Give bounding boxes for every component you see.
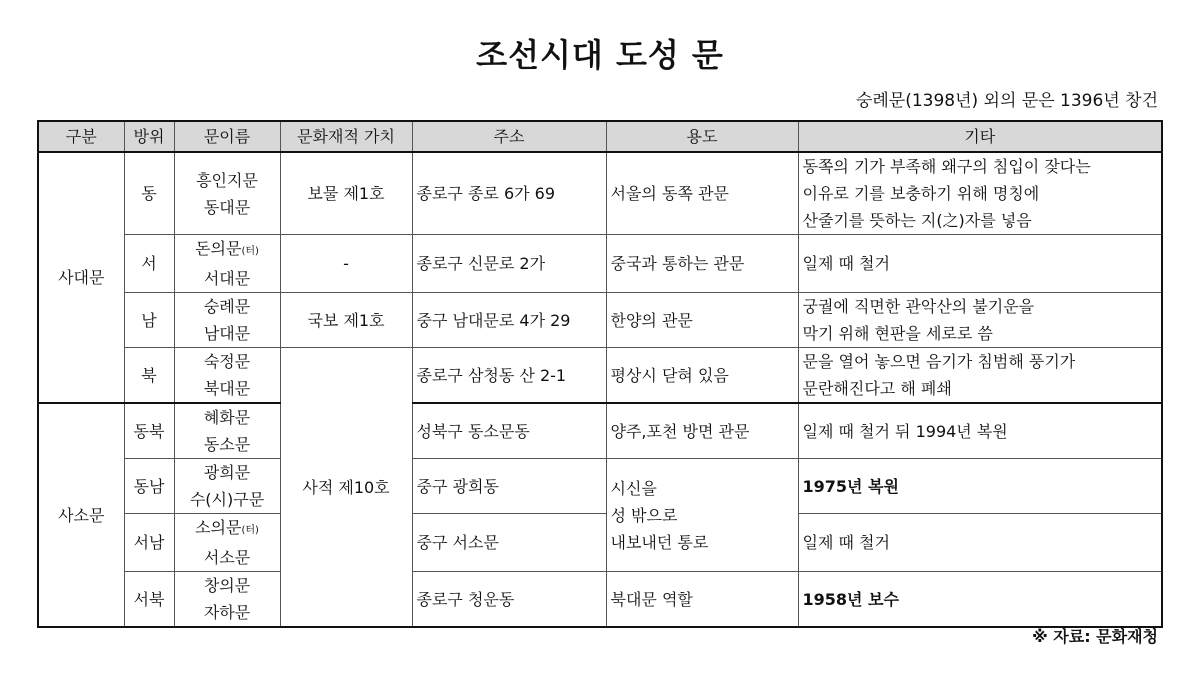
etc-line: 막기 위해 현판을 세로로 씀 <box>802 324 993 343</box>
cell-etc: 1958년 보수 <box>798 572 1162 628</box>
etc-line: 이유로 기를 보충하기 위해 명칭에 <box>802 184 1040 203</box>
usage-line: 내보내던 통로 <box>610 532 709 552</box>
header-etc: 기타 <box>798 121 1162 152</box>
cell-usage: 양주,포천 방면 관문 <box>606 403 798 459</box>
cell-address: 종로구 삼청동 산 2-1 <box>412 348 606 404</box>
cell-direction: 서남 <box>124 514 174 572</box>
cell-heritage: 사적 제10호 <box>280 348 412 628</box>
table-row <box>38 459 1162 514</box>
table-row <box>38 572 1162 628</box>
cell-address: 성북구 동소문동 <box>412 403 606 459</box>
cell-etc <box>798 152 1162 235</box>
header-usage: 용도 <box>606 121 798 152</box>
cell-usage: 북대문 역할 <box>606 572 798 628</box>
gate-alias: 북대문 <box>203 379 251 398</box>
cell-gate-name <box>174 572 280 628</box>
cell-gate-name <box>174 459 280 514</box>
cell-usage: 평상시 닫혀 있음 <box>606 348 798 404</box>
cell-direction: 서북 <box>124 572 174 628</box>
cell-usage: 중국과 통하는 관문 <box>606 235 798 293</box>
table-row <box>38 235 1162 293</box>
header-direction: 방위 <box>124 121 174 152</box>
cell-address: 중구 광희동 <box>412 459 606 514</box>
cell-address: 종로구 신문로 2가 <box>412 235 606 293</box>
cell-direction: 남 <box>124 293 174 348</box>
cell-gate-name <box>174 235 280 293</box>
cell-heritage: 보물 제1호 <box>280 152 412 235</box>
cell-usage: 한양의 관문 <box>606 293 798 348</box>
gate-name: 소의문 <box>195 518 242 537</box>
gate-alias: 동대문 <box>203 197 251 217</box>
cell-etc: 일제 때 철거 뒤 1994년 복원 <box>798 403 1162 459</box>
gate-name: 숙정문 <box>203 352 251 371</box>
gate-name: 광희문 <box>203 463 251 482</box>
gate-alias: 서소문 <box>203 548 251 567</box>
cell-direction: 동북 <box>124 403 174 459</box>
cell-etc: 일제 때 철거 <box>798 235 1162 293</box>
table-row <box>38 293 1162 348</box>
gate-name: 흥인지문 <box>196 170 258 190</box>
gate-name: 돈의문 <box>195 239 242 258</box>
cell-address: 종로구 종로 6가 69 <box>412 152 606 235</box>
header-category: 구분 <box>38 121 124 152</box>
cell-gate-name <box>174 348 280 404</box>
header-heritage: 문화재적 가치 <box>280 121 412 152</box>
cell-gate-name <box>174 293 280 348</box>
etc-line: 동쪽의 기가 부족해 왜구의 침입이 잦다는 <box>802 157 1091 176</box>
cell-gate-name <box>174 403 280 459</box>
site-note: (터) <box>241 525 259 536</box>
cell-heritage: - <box>280 235 412 293</box>
gate-name-line <box>175 514 280 544</box>
table-row <box>38 403 1162 459</box>
cell-direction: 동 <box>124 152 174 235</box>
source-note: ※ 자료: 문화재청 <box>1032 627 1158 646</box>
cell-etc: 1975년 복원 <box>798 459 1162 514</box>
page-title: 조선시대 도성 문 <box>476 36 724 74</box>
cell-address: 종로구 청운동 <box>412 572 606 628</box>
cell-etc <box>798 293 1162 348</box>
cell-address: 중구 남대문로 4가 29 <box>412 293 606 348</box>
cell-gate-name <box>174 152 280 235</box>
gate-name: 혜화문 <box>203 408 251 427</box>
header-address: 주소 <box>412 121 606 152</box>
cell-direction: 북 <box>124 348 174 404</box>
table-row <box>38 152 1162 235</box>
cell-gate-name <box>174 514 280 572</box>
usage-line: 시신을 <box>610 478 657 498</box>
group-small-gates: 사소문 <box>38 403 124 627</box>
gate-alias: 자하문 <box>203 603 251 622</box>
gate-name: 창의문 <box>203 576 251 595</box>
usage-line: 성 밖으로 <box>610 505 678 525</box>
group-great-gates: 사대문 <box>38 152 124 403</box>
cell-address: 중구 서소문 <box>412 514 606 572</box>
etc-line: 궁궐에 직면한 관악산의 불기운을 <box>802 297 1035 316</box>
table-row <box>38 514 1162 572</box>
cell-usage <box>606 459 798 572</box>
cell-etc <box>798 348 1162 404</box>
etc-line: 문란해진다고 해 폐쇄 <box>802 379 952 398</box>
gate-alias: 남대문 <box>203 324 251 343</box>
header-row <box>38 121 1162 152</box>
etc-line: 산줄기를 뜻하는 지(之)자를 넣음 <box>802 211 1032 230</box>
gate-alias: 서대문 <box>203 269 251 288</box>
gates-table <box>37 120 1163 628</box>
gate-name: 숭례문 <box>203 297 251 316</box>
gate-name-line <box>175 235 280 265</box>
gate-alias: 동소문 <box>203 435 251 454</box>
table-row <box>38 348 1162 404</box>
gate-alias: 수(시)구문 <box>189 490 265 509</box>
site-note: (터) <box>241 246 259 257</box>
cell-direction: 서 <box>124 235 174 293</box>
cell-direction: 동남 <box>124 459 174 514</box>
etc-line: 문을 열어 놓으면 음기가 침범해 풍기가 <box>802 352 1076 371</box>
subtitle-note: 숭례문(1398년) 외의 문은 1396년 창건 <box>855 91 1158 111</box>
cell-etc: 일제 때 철거 <box>798 514 1162 572</box>
cell-usage: 서울의 동쪽 관문 <box>606 152 798 235</box>
header-gate-name: 문이름 <box>174 121 280 152</box>
cell-heritage: 국보 제1호 <box>280 293 412 348</box>
